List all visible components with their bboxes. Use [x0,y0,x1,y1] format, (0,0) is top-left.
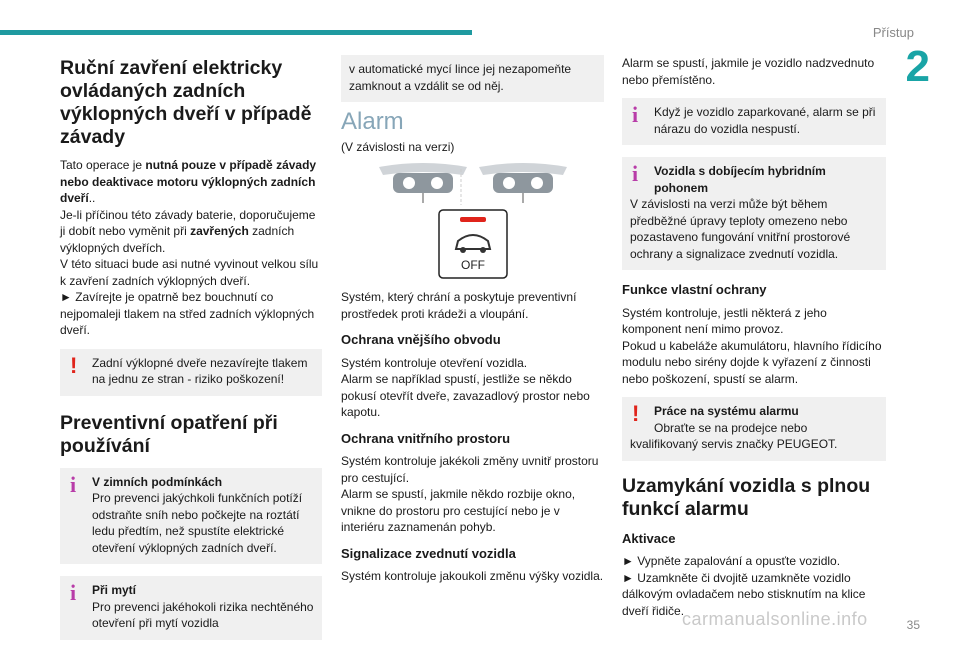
self-protection-heading: Funkce vlastní ochrany [622,282,767,297]
inner-protection-text: Systém kontroluje jakékoli změny uvnitř prostoru pro cestující. Alarm se spustí, jakmile někdo rozbije okno, vnikne do prostoru pro cestující nebo je v interiéru zaznamenán pohyb. [341,454,599,534]
roof-sensor-icon [377,161,469,205]
column-2 [341,55,604,591]
watermark: carmanualsonline.info [682,609,868,629]
alarm-description: Systém, který chrání a poskytuje preventivní prostředek proti krádeži a vloupání. [341,290,577,321]
activation-heading: Aktivace [622,530,676,546]
section-title: Přístup [872,25,914,40]
info-note-washing: i Při mytí Pro prevenci jakéhokoli rizika nechtěného otevření při mytí vozidla [60,576,322,640]
alarm-button-image [341,209,604,279]
full-alarm-lock-heading: Uzamykání vozidla s plnou funkcí alarmu [622,474,871,520]
version-note: (V závislosti na verzi) [341,139,455,154]
warning-icon: ! [70,352,78,378]
page-number: 35 [906,618,920,632]
sensor-images [341,161,604,205]
info-icon: i [70,580,77,605]
info-icon: i [70,471,77,497]
continued-text: Alarm se spustí, jakmile je vozidlo nadzvednuto nebo přemístěno. [622,56,875,87]
self-protection-text: Systém kontroluje, jestli některá z jeho komponent není mimo provoz. Pokud u kabeláže akumulátoru, hlavního řídicího modulu nebo sirény dojde k vyřazení z činnosti nebo poškození, spustí se alarm. [622,305,882,386]
roof-sensor-icon [477,161,569,205]
column-1 [60,55,322,652]
alarm-off-button-icon [438,209,508,279]
continued-note: v automatické mycí lince jej nezapomeňte zamknout a vzdálit se od něj. [341,55,604,102]
manual-close-heading: Ruční zavření elektricky ovládaných zadních výklopných dveří v případě závady [60,57,312,148]
column-3 [622,55,886,625]
paragraph-condition: Tato operace je nutná pouze v případě závady nebo deaktivace motoru výklopných zadních dveří.. Je-li příčinou této závady baterie, doporučujeme ji dobít nebo vyměnit při zavřených zadních výklopných dveřích. V této situaci bude asi nutné vyvinout velkou sílu k zavření zadních výklopných dveří. ► Zavírejte je opatrně bez bouchnutí co nejpomaleji tlakem na střed zadních výklopných dveří. [60,158,319,337]
outer-protection-text: Systém kontroluje otevření vozidla. Alarm se například spustí, jestliže se někdo pokusí otevřít dveře, zavazadlový prostor nebo kapotu. [341,355,590,419]
tilt-heading: Signalizace zvednutí vozidla [341,545,516,561]
chapter-number: 2 [905,42,930,91]
info-note-hybrid: i Vozidla s dobíjecím hybridním pohonem V závislosti na verzi může být během předběžné úpravy teploty omezeno nebo pozastaveno fungování vnitřní prostorové ochrany a signalizace zvednutí vozidla. [622,157,886,270]
info-icon: i [632,161,639,186]
inner-protection-heading: Ochrana vnitřního prostoru [341,430,511,446]
info-note-parked: i Když je vozidlo zaparkované, alarm se při nárazu do vozidla nespustí. [622,98,886,145]
outer-protection-heading: Ochrana vnějšího obvodu [341,332,501,347]
warning-note-alarm: ! Práce na systému alarmu Obraťte se na prodejce nebo kvalifikovaný servis značky PEUGEOT. [622,397,886,461]
alarm-heading: Alarm [341,108,404,135]
off-label: OFF [460,258,485,272]
info-note-winter: i V zimních podmínkách Pro prevenci jakýchkoli funkčních potíží odstraňte sníh nebo počkejte na roztátí ledu předtím, než spustíte elektrické otevření výklopných zadních dveří. [60,468,322,565]
warning-note: ! Zadní výklopné dveře nezavírejte tlakem na jednu ze stran - riziko poškození! [60,349,322,396]
activation-text: ► Vypněte zapalování a opusťte vozidlo. ► Uzamkněte či dvojitě uzamkněte vozidlo dálkovým ovladačem nebo stisknutím na klice dveří řidiče. [622,554,866,618]
warning-icon: ! [632,401,640,426]
precautions-heading: Preventivní opatření při používání [60,411,278,457]
top-accent-bar [0,30,472,35]
tilt-text: Systém kontroluje jakoukoli změnu výšky vozidla. [341,569,604,583]
info-icon: i [632,102,639,127]
